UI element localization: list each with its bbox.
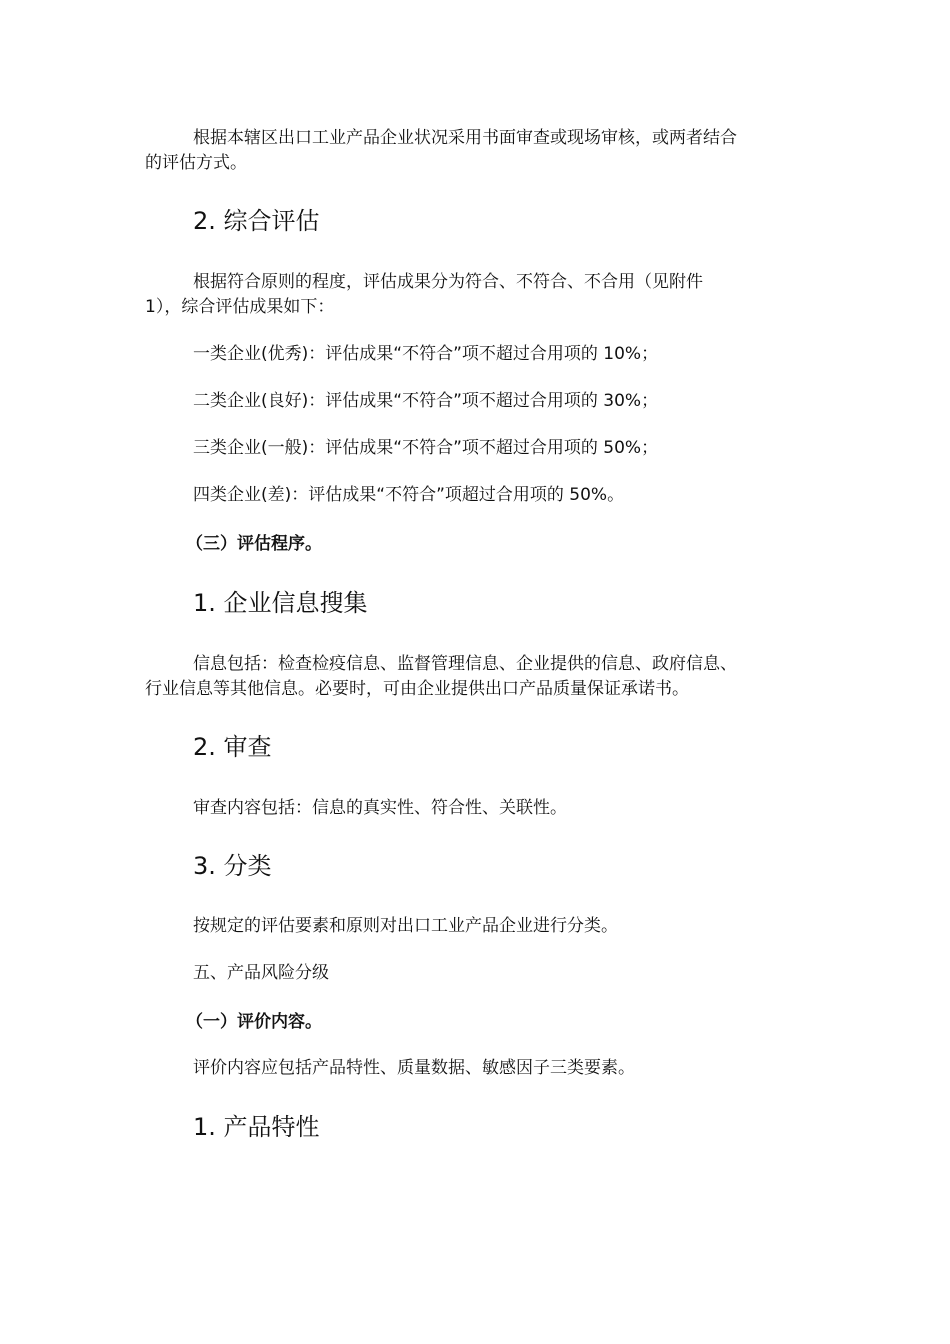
section-five: 五、产品风险分级 — [193, 963, 329, 983]
paragraph-line: 行业信息等其他信息。必要时，可由企业提供出口产品质量保证承诺书。 — [145, 679, 689, 699]
section-eval-content: （一）评价内容。 — [186, 1012, 322, 1032]
heading-info-collection: 1. 企业信息搜集 — [193, 589, 368, 617]
heading-review: 2. 审查 — [193, 733, 272, 761]
paragraph-basis — [145, 270, 810, 320]
category-two: 二类企业(良好)：评估成果“不符合”项不超过合用项的 30%； — [193, 391, 659, 411]
paragraph-line: 根据符合原则的程度，评估成果分为符合、不符合、不合用（见附件 — [193, 272, 703, 292]
heading-classify: 3. 分类 — [193, 852, 272, 880]
paragraph-classify: 按规定的评估要素和原则对出口工业产品企业进行分类。 — [193, 916, 618, 936]
section-procedure: （三）评估程序。 — [186, 534, 322, 554]
paragraph-info — [145, 652, 810, 702]
paragraph-line: 根据本辖区出口工业产品企业状况采用书面审查或现场审核，或两者结合 — [193, 128, 737, 148]
paragraph-review: 审查内容包括：信息的真实性、符合性、关联性。 — [193, 798, 567, 818]
paragraph-line: 1），综合评估成果如下： — [145, 297, 335, 317]
paragraph-line: 信息包括：检查检疫信息、监督管理信息、企业提供的信息、政府信息、 — [193, 654, 737, 674]
paragraph-intro — [145, 126, 810, 176]
heading-product-characteristics: 1. 产品特性 — [193, 1113, 320, 1141]
heading-comprehensive-assessment: 2. 综合评估 — [193, 207, 320, 235]
category-four: 四类企业(差)：评估成果“不符合”项超过合用项的 50%。 — [193, 485, 625, 505]
category-one: 一类企业(优秀)：评估成果“不符合”项不超过合用项的 10%； — [193, 344, 659, 364]
category-three: 三类企业(一般)：评估成果“不符合”项不超过合用项的 50%； — [193, 438, 659, 458]
paragraph-line: 的评估方式。 — [145, 153, 247, 173]
paragraph-eval: 评价内容应包括产品特性、质量数据、敏感因子三类要素。 — [193, 1058, 635, 1078]
